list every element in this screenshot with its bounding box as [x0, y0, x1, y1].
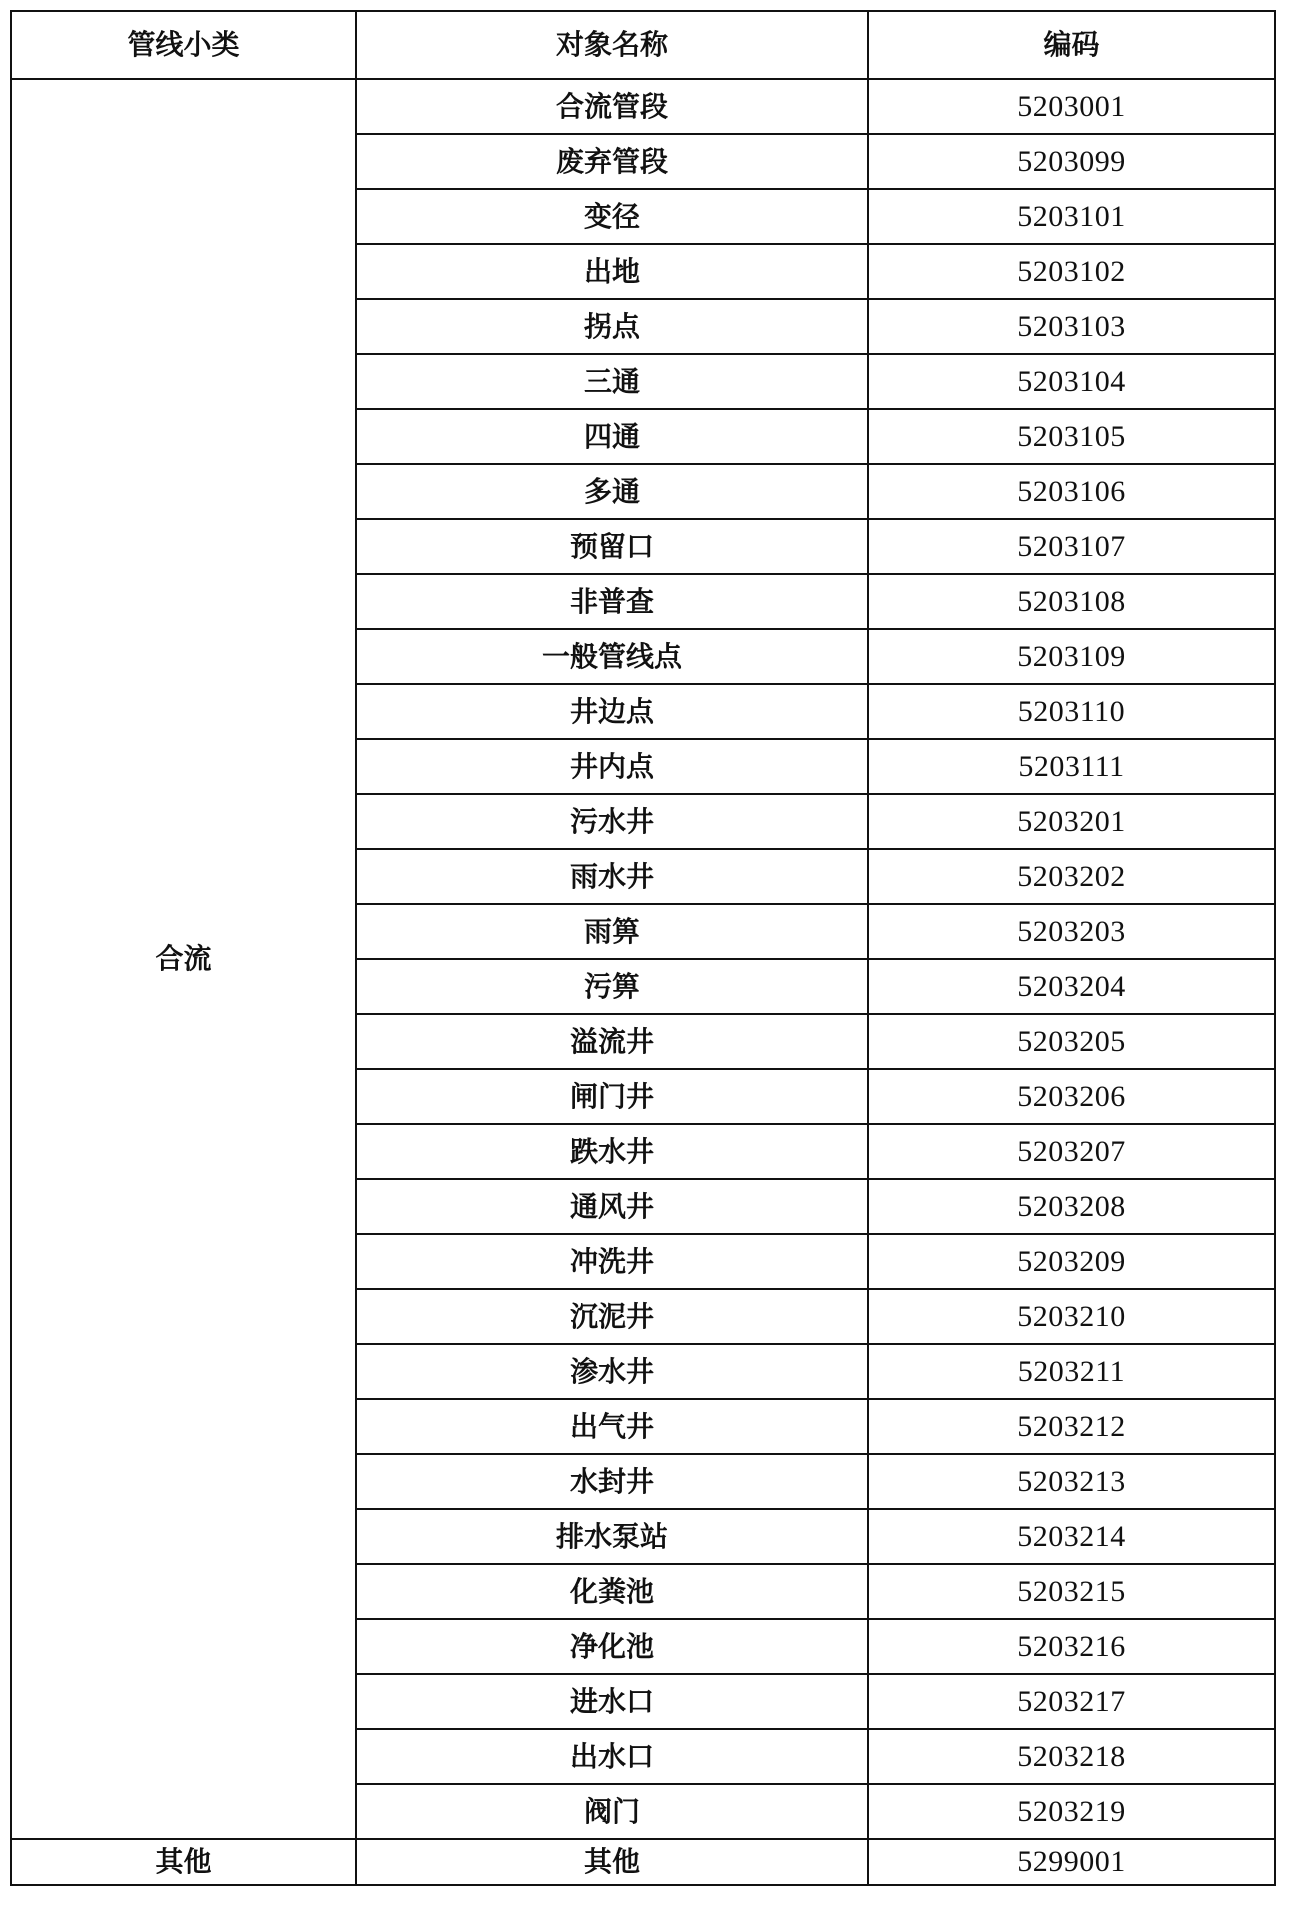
object-name-cell: 溢流井	[356, 1014, 868, 1069]
object-name-cell: 污水井	[356, 794, 868, 849]
code-cell: 5203099	[868, 134, 1275, 189]
object-name-cell: 阀门	[356, 1784, 868, 1839]
code-cell: 5203208	[868, 1179, 1275, 1234]
code-cell: 5203206	[868, 1069, 1275, 1124]
code-cell: 5203216	[868, 1619, 1275, 1674]
code-cell: 5203203	[868, 904, 1275, 959]
code-cell: 5299001	[868, 1839, 1275, 1885]
header-category: 管线小类	[11, 11, 356, 79]
object-name-cell: 出气井	[356, 1399, 868, 1454]
code-cell: 5203108	[868, 574, 1275, 629]
code-cell: 5203218	[868, 1729, 1275, 1784]
code-cell: 5203212	[868, 1399, 1275, 1454]
code-cell: 5203214	[868, 1509, 1275, 1564]
code-cell: 5203110	[868, 684, 1275, 739]
code-cell: 5203215	[868, 1564, 1275, 1619]
code-cell: 5203102	[868, 244, 1275, 299]
table-row	[11, 1839, 1275, 1885]
code-cell: 5203210	[868, 1289, 1275, 1344]
code-cell: 5203111	[868, 739, 1275, 794]
object-name-cell: 雨箅	[356, 904, 868, 959]
object-name-cell: 通风井	[356, 1179, 868, 1234]
object-name-cell: 水封井	[356, 1454, 868, 1509]
code-cell: 5203213	[868, 1454, 1275, 1509]
header-code: 编码	[868, 11, 1275, 79]
code-cell: 5203219	[868, 1784, 1275, 1839]
object-name-cell: 化粪池	[356, 1564, 868, 1619]
pipeline-code-table	[10, 10, 1276, 1886]
object-name-cell: 井边点	[356, 684, 868, 739]
object-name-cell: 变径	[356, 189, 868, 244]
code-cell: 5203105	[868, 409, 1275, 464]
code-cell: 5203001	[868, 79, 1275, 134]
code-cell: 5203201	[868, 794, 1275, 849]
table-body	[11, 79, 1275, 1885]
object-name-cell: 合流管段	[356, 79, 868, 134]
object-name-cell: 废弃管段	[356, 134, 868, 189]
code-cell: 5203107	[868, 519, 1275, 574]
code-cell: 5203204	[868, 959, 1275, 1014]
object-name-cell: 渗水井	[356, 1344, 868, 1399]
object-name-cell: 沉泥井	[356, 1289, 868, 1344]
table-row	[11, 79, 1275, 134]
object-name-cell: 预留口	[356, 519, 868, 574]
category-cell: 合流	[11, 79, 356, 1839]
object-name-cell: 一般管线点	[356, 629, 868, 684]
object-name-cell: 跌水井	[356, 1124, 868, 1179]
code-cell: 5203104	[868, 354, 1275, 409]
object-name-cell: 进水口	[356, 1674, 868, 1729]
header-row	[11, 11, 1275, 79]
code-cell: 5203202	[868, 849, 1275, 904]
code-cell: 5203205	[868, 1014, 1275, 1069]
object-name-cell: 其他	[356, 1839, 868, 1885]
code-cell: 5203209	[868, 1234, 1275, 1289]
object-name-cell: 三通	[356, 354, 868, 409]
object-name-cell: 出地	[356, 244, 868, 299]
code-cell: 5203103	[868, 299, 1275, 354]
header-object-name: 对象名称	[356, 11, 868, 79]
code-cell: 5203207	[868, 1124, 1275, 1179]
code-cell: 5203101	[868, 189, 1275, 244]
code-cell: 5203217	[868, 1674, 1275, 1729]
code-cell: 5203211	[868, 1344, 1275, 1399]
category-cell: 其他	[11, 1839, 356, 1885]
object-name-cell: 排水泵站	[356, 1509, 868, 1564]
code-cell: 5203106	[868, 464, 1275, 519]
object-name-cell: 污箅	[356, 959, 868, 1014]
object-name-cell: 四通	[356, 409, 868, 464]
object-name-cell: 井内点	[356, 739, 868, 794]
object-name-cell: 拐点	[356, 299, 868, 354]
object-name-cell: 非普查	[356, 574, 868, 629]
code-cell: 5203109	[868, 629, 1275, 684]
object-name-cell: 出水口	[356, 1729, 868, 1784]
object-name-cell: 闸门井	[356, 1069, 868, 1124]
object-name-cell: 冲洗井	[356, 1234, 868, 1289]
object-name-cell: 净化池	[356, 1619, 868, 1674]
object-name-cell: 雨水井	[356, 849, 868, 904]
object-name-cell: 多通	[356, 464, 868, 519]
table-header	[11, 11, 1275, 79]
